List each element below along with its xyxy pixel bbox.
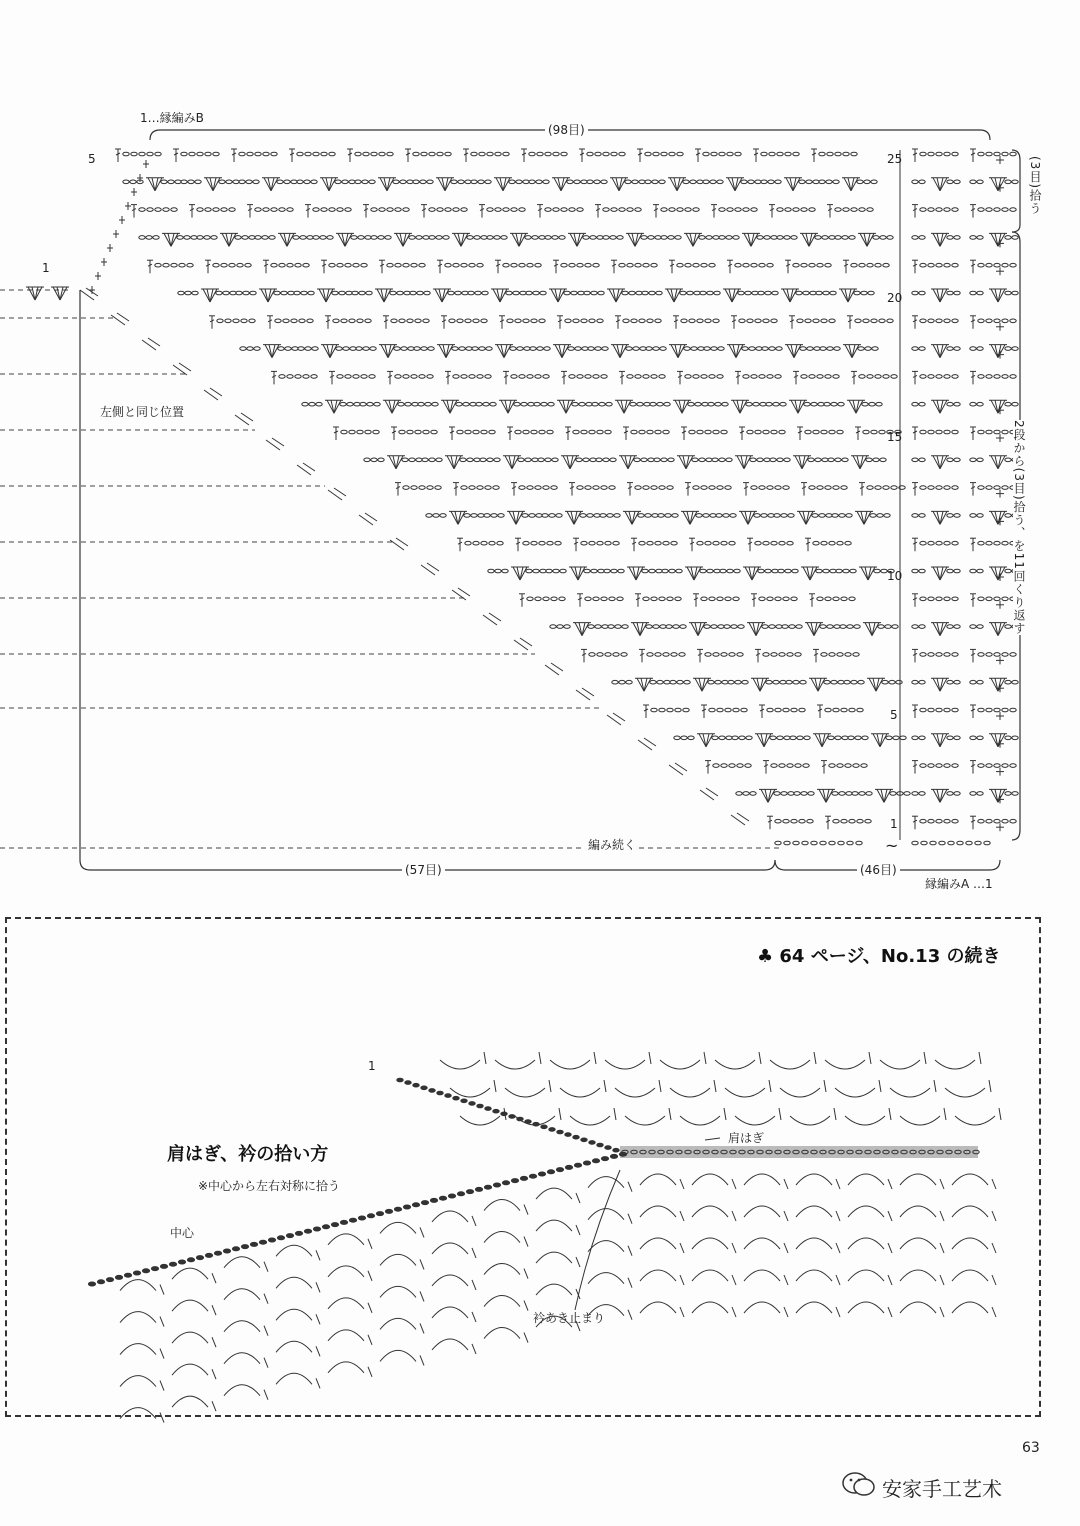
left-row-5-label: 5 [88,152,96,166]
shoulder-collar-title: 肩はぎ、衿の拾い方 [167,1144,329,1165]
neck-opening-end-label: 衿あき止まり [533,1311,606,1325]
continue-knit-label: 編み続く [585,839,639,851]
edging-b-label: 1…縁編みB [140,111,204,125]
tilde-mark: ~ [885,836,899,855]
watermark-text: 安家手工艺术 [882,1477,1002,1501]
row-label-20: 20 [887,291,903,305]
row-label-10: 10 [887,569,903,583]
continuation-box [5,917,1041,1417]
pickup-3-label: (3目)拾う [1028,156,1042,215]
wechat-icon [840,1470,880,1500]
row-label-1: 1 [890,817,898,831]
symmetry-note: ※中心から左右対称に拾う [198,1179,341,1193]
left-same-position-label: 左側と同じ位置 [100,405,185,419]
center-label: 中心 [170,1226,195,1240]
left-row-1-label: 1 [42,261,50,275]
row-label-25: 25 [887,152,903,166]
width-57-label: (57目) [402,864,445,876]
row-label-5: 5 [890,708,898,722]
width-46-label: (46目) [857,864,900,876]
shoulder-seam-label: 肩はぎ [728,1131,765,1145]
repeat-instruction-label: 2段から(3目)拾う、を11回くり返す [1012,420,1026,635]
continuation-header: ♣ 64 ページ、No.13 の続き [757,946,1001,967]
page-number: 63 [1022,1440,1040,1456]
edging-a-label: 縁編みA …1 [925,877,993,891]
width-98-label: (98目) [545,124,588,136]
bottom-row-1-label: 1 [368,1059,376,1073]
row-label-15: 15 [887,430,903,444]
